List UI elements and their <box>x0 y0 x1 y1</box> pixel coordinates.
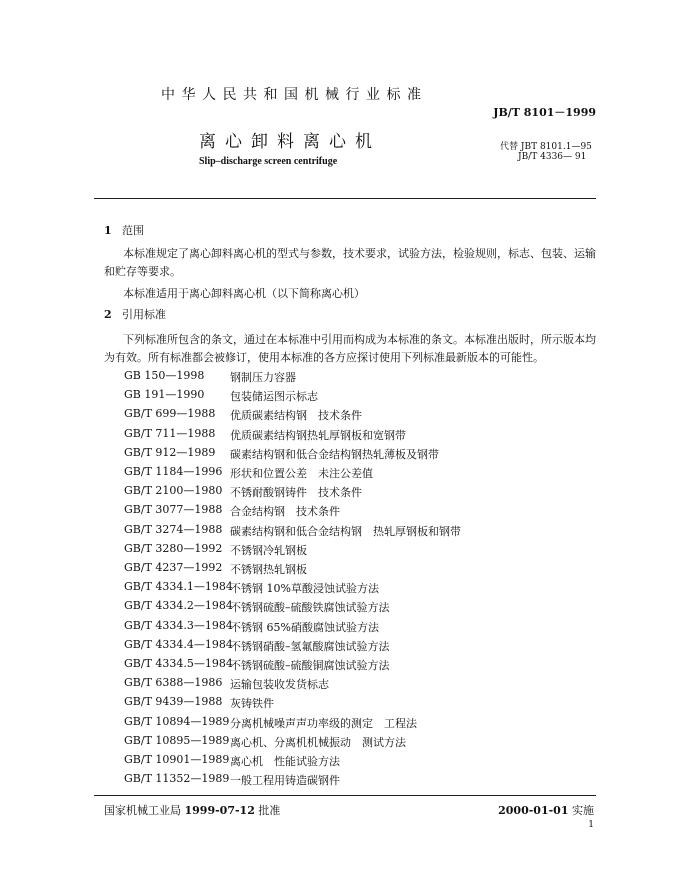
standard-code-cell: GB/T 3280—1992 <box>124 541 223 555</box>
standard-code-cell: GB/T 10895—1989 <box>124 733 230 747</box>
standard-name-cell: 包装储运图示标志 <box>230 390 318 404</box>
standard-code-cell: GB/T 10901—1989 <box>124 753 230 766</box>
document-title: 离心卸料离心机 <box>199 132 381 152</box>
standard-code-cell: GB/T 9439—1988 <box>124 695 223 709</box>
section-title: 范围 <box>122 224 144 237</box>
standard-code-cell: GB 150—1998 <box>124 369 205 382</box>
standard-name-cell: 优质碳素结构钢 技术条件 <box>230 409 362 423</box>
standard-code-cell: GB/T 4334.3—1984 <box>124 618 233 632</box>
standard-code-cell: GB/T 4334.5—1984 <box>124 657 233 670</box>
standard-code-cell: GB/T 4334.2—1984 <box>124 599 233 613</box>
scope-paragraph-line2: 和贮存等要求。 <box>104 265 181 278</box>
standard-name-cell: 不锈耐酸钢铸件 技术条件 <box>230 486 362 500</box>
standard-name-cell: 运输包装收发货标志 <box>230 678 329 692</box>
standard-code-cell: GB/T 711—1988 <box>124 426 216 440</box>
standard-code-cell: GB/T 912—1989 <box>124 445 216 459</box>
issuing-authority-title: 中华人民共和国机械行业标准 <box>161 87 428 103</box>
standard-code-cell: GB/T 1184—1996 <box>124 465 223 478</box>
section-heading-scope <box>104 222 144 238</box>
page-number: 1 <box>588 820 594 830</box>
standard-code-cell: GB/T 699—1988 <box>124 407 216 421</box>
standard-name-cell: 离心机、分离机机械振动 测试方法 <box>230 735 406 749</box>
implementation-label: 实施 <box>572 804 594 817</box>
standard-code-cell: GB/T 4334.4—1984 <box>124 637 233 651</box>
footer-divider <box>94 795 596 796</box>
standard-name-cell: 不锈钢热轧钢板 <box>230 563 307 576</box>
standard-name-cell: 钢制压力容器 <box>230 371 296 384</box>
standard-name-cell: 不锈钢冷轧钢板 <box>230 543 307 557</box>
replaces-standard-2: JB/T 4336— 91 <box>518 152 587 162</box>
standard-code-cell: GB/T 6388—1986 <box>124 676 223 690</box>
standard-name-cell: 分离机械噪声声功率级的测定 工程法 <box>230 716 417 730</box>
references-paragraph-line1: 下列标准所包含的条文，通过在本标准中引用而构成为本标准的条文。本标准出版时，所示版本均 <box>123 333 596 346</box>
section-number: 2 <box>104 308 112 321</box>
standard-name-cell: 合金结构钢 技术条件 <box>230 505 340 519</box>
replaces-standard-1: 代替 JBT 8101.1—95 <box>500 142 592 152</box>
scope-paragraph-applicability: 本标准适用于离心卸料离心机（以下简称离心机） <box>123 287 365 300</box>
standard-name-cell: 不锈钢硫酸–硫酸铜腐蚀试验方法 <box>230 659 390 672</box>
approval-statement <box>104 802 280 818</box>
standard-name-cell: 离心机 性能试验方法 <box>230 755 340 768</box>
header-divider <box>94 198 596 199</box>
document-title-english: Slip–discharge screen centrifuge <box>199 156 338 167</box>
standard-code-cell: GB/T 3274—1988 <box>124 522 223 536</box>
standard-code-cell: GB 191—1990 <box>124 388 205 402</box>
approving-authority: 国家机械工业局 <box>104 804 181 817</box>
approval-date: 1999-07-12 <box>184 804 255 817</box>
standard-code-cell: GB/T 4237—1992 <box>124 561 223 574</box>
references-paragraph-line2: 为有效。所有标准都会被修订，使用本标准的各方应探讨使用下列标准最新版本的可能性。 <box>104 351 544 364</box>
standard-code-cell: GB/T 4334.1—1984 <box>124 580 233 594</box>
approval-label: 批准 <box>258 804 281 817</box>
standard-name-cell: 碳素结构钢和低合金结构钢 热轧厚钢板和钢带 <box>230 524 461 538</box>
section-title: 引用标准 <box>122 308 166 321</box>
scope-paragraph-line1: 本标准规定了离心卸料离心机的型式与参数，技术要求，试验方法，检验规则，标志、包装、运输 <box>123 247 596 260</box>
standard-code-cell: GB/T 2100—1980 <box>124 484 223 498</box>
section-number: 1 <box>104 224 112 237</box>
standard-name-cell: 不锈钢硝酸–氢氟酸腐蚀试验方法 <box>230 639 390 653</box>
standard-name-cell: 形状和位置公差 未注公差值 <box>230 467 373 480</box>
standard-code-cell: GB/T 10894—1989 <box>124 714 230 728</box>
standard-name-cell: 灰铸铁件 <box>230 697 274 711</box>
implementation-statement <box>498 802 594 818</box>
standard-code-cell: GB/T 3077—1988 <box>124 503 223 517</box>
standard-code-cell: GB/T 11352—1989 <box>124 772 230 786</box>
implementation-date: 2000-01-01 <box>498 804 569 817</box>
standard-name-cell: 一般工程用铸造碳钢件 <box>230 774 340 788</box>
standard-name-cell: 不锈钢 65%硝酸腐蚀试验方法 <box>230 620 379 634</box>
section-heading-references <box>104 306 166 322</box>
standard-name-cell: 碳素结构钢和低合金结构钢热轧薄板及钢带 <box>230 447 439 461</box>
standard-name-cell: 不锈钢硫酸–硫酸铁腐蚀试验方法 <box>230 601 390 615</box>
standard-name-cell: 优质碳素结构钢热轧厚钢板和宽钢带 <box>230 428 406 442</box>
standard-code: JB/T 8101－1999 <box>493 106 596 119</box>
standard-name-cell: 不锈钢 10%草酸浸蚀试验方法 <box>230 582 379 596</box>
